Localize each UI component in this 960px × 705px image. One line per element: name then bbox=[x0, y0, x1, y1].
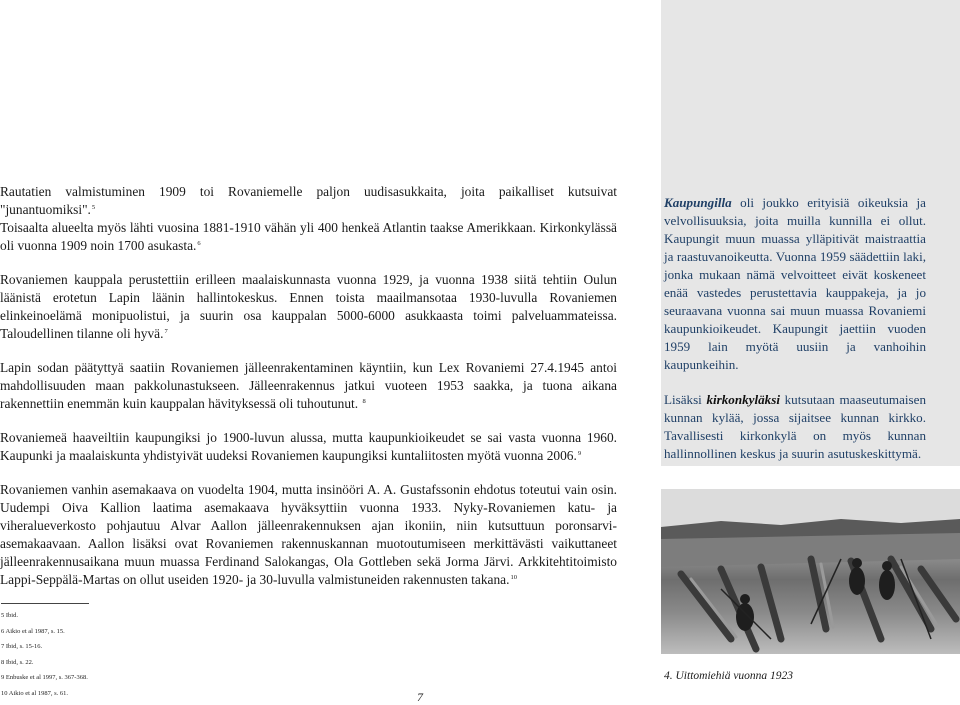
paragraph-city-rights: Rovaniemeä haaveiltiin kaupungiksi jo 1900-luvun alussa, mutta kaupunkioikeudet se sai vasta vuonna 1960. Kaupunki ja maalaiskunta yhdistyivät uudeksi Rovaniemen kaupungiksi kuntaliitosten myötä vuonna 2006.$^9$ bbox=[0, 430, 617, 463]
paragraph-kauppala: Rovaniemen kauppala perustettiin erilleen maalaiskunnasta vuonna 1929, ja vuonna 1938 siitä tehtiin Oulun läänistä erotetun Lapin läänin hallintokeskus. Ennen toista maailmansotaa 1930-luvulla Rovaniemen elinkeinoelämä monipuolistui, ja suurin osa kauppalan 5000-6000 asukkaasta toimi palveluammateissa. Taloudellinen tilanne oli hyvä.$^7$ bbox=[0, 272, 617, 341]
figure-caption: 4. Uittomiehiä vuonna 1923 bbox=[664, 670, 794, 682]
footnote-ref-9[interactable]: 9 bbox=[577, 450, 582, 457]
sidebar-paragraph-kaupunki: Kaupungilla oli joukko erityisiä oikeuksia ja velvollisuuksia, joita muilla kunnilla ei ollut. Kaupungit muun muassa ylläpitivät maistraattia ja raastuvanoikeutta. Vuonna 1959 säädettiin laki, jonka mukaan nämä velvoitteet eivät koskeneet enää vastedes perustettavia kauppakeja, ja jo seuraavana vuonna sai muun muassa Rovaniemi kaupunkioikeudet. Kaupungit jaettiin vuoden 1959 lain myötä uusiin ja vanhoihin kaupunkeihin. bbox=[664, 195, 926, 372]
footnote-9: 9 Enbuske et al 1997, s. 367-368. bbox=[1, 674, 88, 681]
sidebar-paragraph-kirkonkyla: Lisäksi kirkonkyläksi kutsutaan maaseutumaisen kunnan kylää, jossa sijaitsee kunnan kirkko. Tavallisesti kirkonkylä on myös kunnan hallinnollinen keskus ja suurin asutuskeskittymä. bbox=[664, 392, 926, 461]
footnote-ref-5[interactable]: 5 bbox=[91, 204, 96, 211]
sidebar-info-box bbox=[661, 0, 960, 466]
footnote-ref-10[interactable]: 10 bbox=[510, 574, 517, 581]
footnote-7: 7 Ibid, s. 15-16. bbox=[1, 643, 43, 650]
footnote-ref-6[interactable]: 6 bbox=[197, 240, 201, 247]
term-kaupungilla: Kaupungilla bbox=[664, 195, 732, 210]
footnote-5: 5 Ibid. bbox=[1, 612, 18, 619]
footnote-6: 6 Aikio et al 1987, s. 15. bbox=[1, 627, 65, 635]
footnote-ref-8[interactable]: 8 bbox=[362, 398, 366, 405]
footnotes-list bbox=[1, 608, 88, 701]
paragraph-town-plan: Rovaniemen vanhin asemakaava on vuodelta 1904, mutta insinööri A. A. Gustafssonin ehdotus toteutui vain osin. Uudempi Oiva Kallion laatima asemakaava hyväksyttiin vuonna 1933. Nyky-Rovaniemen katu- ja viheralueverkosto pohjautuu Alvar Aallon jälleenrakennuksen ajan ikoniin, niin kutsuttuun poronsarvi-asemakaavaan. Aallon lisäksi ovat Rovaniemen rakennuskannan muotoutumiseen merkittävästi vaikuttaneet jälleenrakennusaikana muun muassa Ferdinand Salokangas, Ola Gottleben sekä Jorma Järvi. Arkkitehtitoimisto Lappi-Seppälä-Martas on ollut useiden 1920- ja 30-luvulla valmistuneiden rakennusten takana.$^{10}$ bbox=[0, 482, 617, 587]
term-kirkonkylaksi: kirkonkyläksi bbox=[706, 392, 780, 407]
main-text-column bbox=[0, 183, 617, 605]
footnote-8: 8 Ibid, s. 22. bbox=[1, 658, 34, 666]
page-number: 7 bbox=[417, 690, 423, 704]
historical-photo-log-drivers bbox=[661, 489, 960, 654]
paragraph-railway: Rautatien valmistuminen 1909 toi Rovaniemelle paljon uudisasukkaita, joita paikalliset kutsuivat "junantuomiksi".$^5$ Toisaalta alueelta myös lähti vuosina 1881-1910 vähän yli 400 henkeä Atlantin taakse Amerikkaan. Kirkonkylässä oli vuonna 1909 noin 1700 asukasta.$^6$ bbox=[0, 184, 617, 253]
footnote-divider bbox=[1, 603, 89, 604]
footnote-ref-7[interactable]: 7 bbox=[164, 328, 168, 335]
photo-illustration bbox=[661, 489, 960, 654]
footnote-10: 10 Aikio et al 1987, s. 61. bbox=[1, 689, 68, 697]
paragraph-reconstruction: Lapin sodan päätyttyä saatiin Rovaniemen jälleenrakentaminen käyntiin, kun Lex Rovaniemi 27.4.1945 antoi mahdollisuuden maan pakkolunastukseen. Jälleenrakennus jatkui vuoteen 1953 saakka, ja tuona aikana rakennettiin enemmän kuin kauppalan hävityksessä oli tuhoutunut. $^8$ bbox=[0, 360, 617, 411]
